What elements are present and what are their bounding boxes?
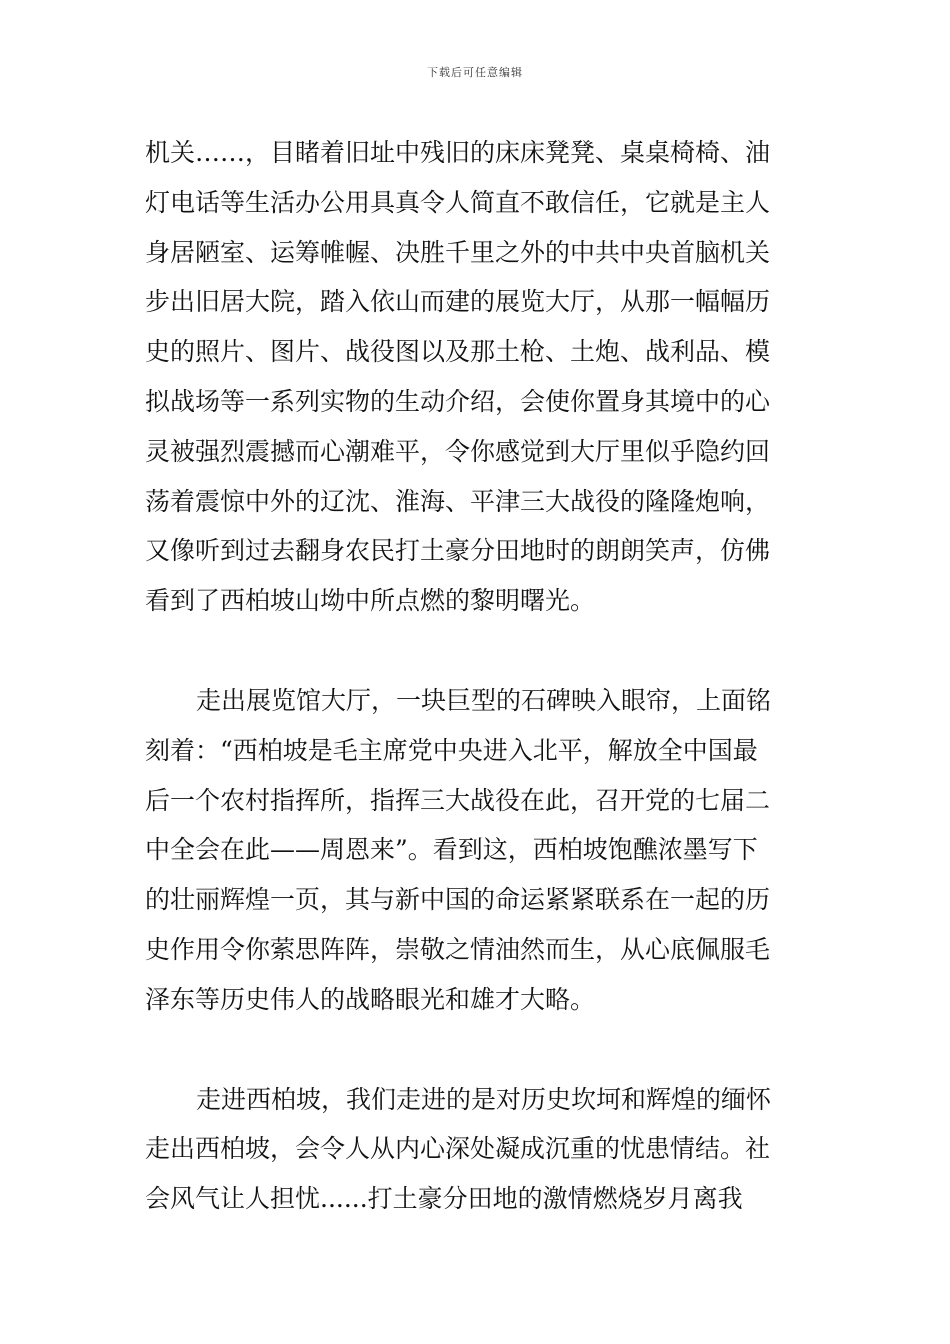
document-body bbox=[145, 128, 810, 1224]
text-line: 史作用令你萦思阵阵，崇敬之情油然而生，从心底佩服毛 bbox=[145, 934, 771, 964]
text-line: 的壮丽辉煌一页，其与新中国的命运紧紧联系在一起的历 bbox=[145, 885, 771, 915]
paragraph-2 bbox=[145, 676, 810, 1025]
text-line: 灵被强烈震撼而心潮难平，令你感觉到大厅里似乎隐约回 bbox=[145, 436, 771, 466]
text-line: 身居陋室、运筹帷幄、决胜千里之外的中共中央首脑机关 bbox=[145, 237, 771, 267]
text-line: 步出旧居大院，踏入依山而建的展览大厅，从那一幅幅历 bbox=[145, 287, 771, 317]
text-line: 机关……，目睹着旧址中残旧的床床凳凳、桌桌椅椅、油 bbox=[145, 138, 771, 167]
text-line: 史的照片、图片、战役图以及那土枪、土炮、战利品、模 bbox=[145, 337, 771, 367]
paragraph-1 bbox=[145, 128, 810, 626]
paragraph-3 bbox=[145, 1075, 810, 1224]
text-line: 走进西柏坡，我们走进的是对历史坎坷和辉煌的缅怀 bbox=[196, 1084, 772, 1114]
text-line: 看到了西柏坡山坳中所点燃的黎明曙光。 bbox=[145, 586, 596, 616]
page-header: 下载后可任意编辑 bbox=[427, 66, 523, 79]
text-line: 又像听到过去翻身农民打土豪分田地时的朗朗笑声，仿佛 bbox=[145, 536, 771, 566]
text-line: 后一个农村指挥所，指挥三大战役在此，召开党的七届二 bbox=[145, 785, 771, 815]
paragraph-spacer bbox=[145, 626, 810, 676]
paragraph-spacer bbox=[145, 1025, 810, 1075]
text-line: 灯电话等生活办公用具真令人简直不敢信任，它就是主人 bbox=[145, 187, 771, 217]
text-line: 走出西柏坡，会令人从内心深处凝成沉重的忧患情结。社 bbox=[145, 1134, 771, 1164]
text-line: 走出展览馆大厅，一块巨型的石碑映入眼帘，上面铭 bbox=[196, 685, 772, 715]
text-line: 会风气让人担忧......打土豪分田地的激情燃烧岁月离我 bbox=[145, 1184, 743, 1214]
text-line: 拟战场等一系列实物的生动介绍，会使你置身其境中的心 bbox=[145, 386, 771, 416]
text-line: 泽东等历史伟人的战略眼光和雄才大略。 bbox=[145, 984, 596, 1014]
text-line: 荡着震惊中外的辽沈、淮海、平津三大战役的隆隆炮响， bbox=[145, 486, 771, 516]
text-line: 刻着：“西柏坡是毛主席党中央进入北平，解放全中国最 bbox=[145, 735, 758, 765]
text-line: 中全会在此——周恩来”。看到这，西柏坡饱醮浓墨写下 bbox=[145, 835, 758, 865]
